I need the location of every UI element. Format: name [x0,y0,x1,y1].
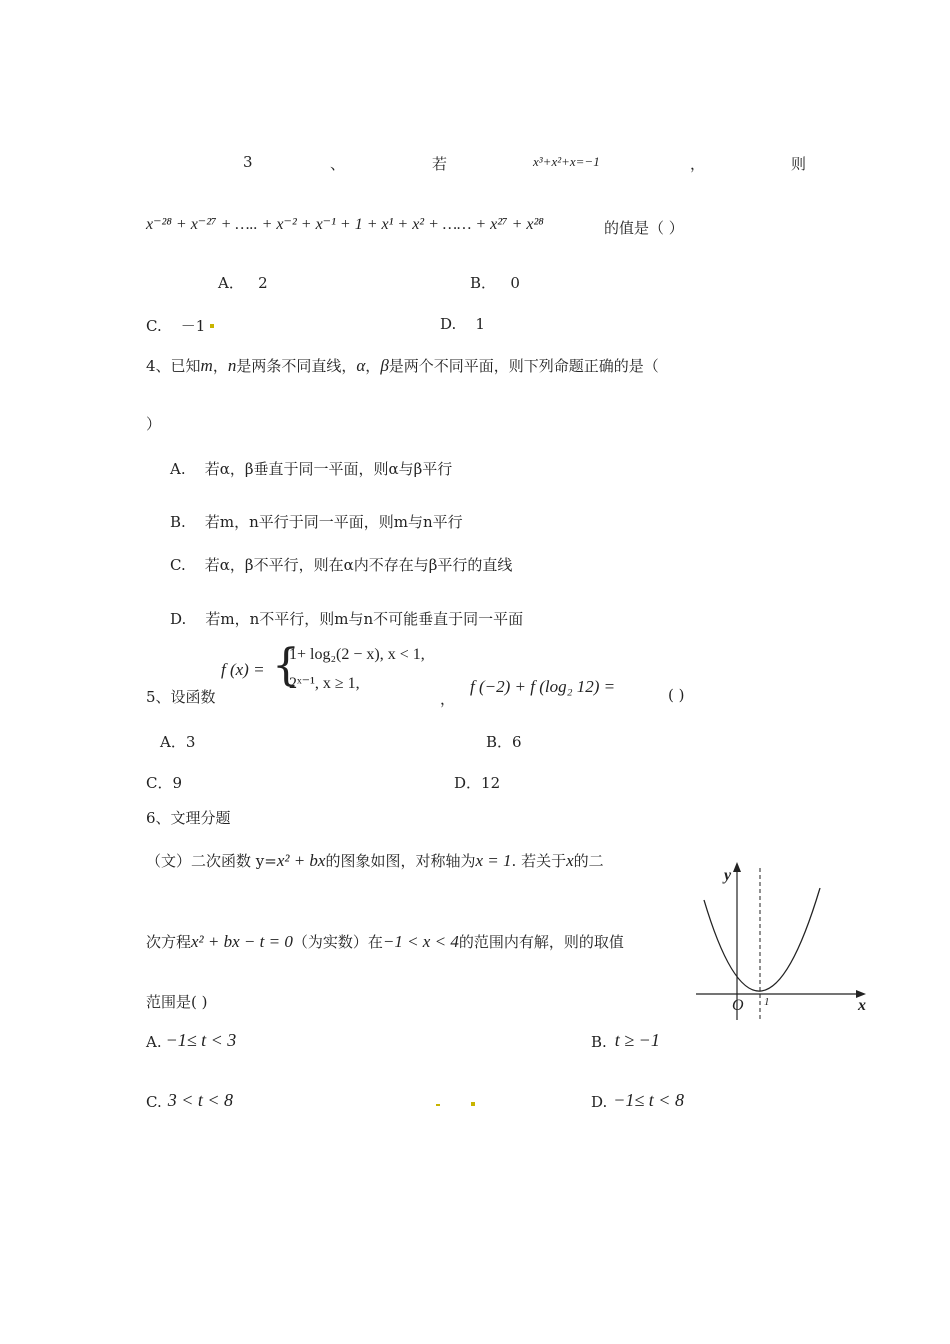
q6-option-b-value: t ≥ −1 [614,1030,660,1050]
q3-tail: 的值是（ ） [604,219,684,237]
q5-stem: 5、设函数 [146,688,216,706]
q6-option-b [591,1027,660,1051]
q4-comma-2: ， [365,357,381,375]
q6-line2-a: 次方程 [146,933,192,951]
artifact-dot [436,1104,440,1106]
q6-option-d-value: −1≤ t < 8 [613,1090,684,1110]
q3-ruo: 若 [432,155,448,173]
q5-option-c-value: 9 [172,774,183,792]
q4-stem-prefix: 4、已知 [146,357,201,375]
q6-option-b-label: B. [591,1033,607,1051]
artifact-dot [471,1102,475,1106]
q4-option-c-text: 若α，β不平行，则在α内不存在与β平行的直线 [204,556,513,574]
q5-query: f (−2) + f (log₂ 12) = [470,677,616,696]
q6-line1-c: 的图象如图，对称轴为 [325,852,476,870]
q4-comma: ， [212,357,228,375]
q4-option-b [170,511,463,532]
q4-alpha: α [356,356,366,375]
q5-option-c-label: C． [146,774,173,792]
q5-fx: f (x) = [221,660,265,679]
q3-condition: x³+x²+x=−1 [533,154,600,169]
q6-line2-c: （为实数）在 [292,933,383,951]
q5-option-c [146,772,182,793]
q4-option-d [170,608,523,629]
q6-line2-b: x² + bx − t = 0 [191,932,293,951]
q5-option-d-label: D． [454,774,482,792]
q5-brace: { [272,640,300,691]
q5-option-b-label: B． [486,733,513,751]
tick-label: 1 [764,996,770,1008]
q5-option-a-value: 3 [185,733,196,751]
q6-option-a-value: −1≤ t < 3 [165,1030,237,1050]
x-axis-label: x [858,997,866,1014]
origin-label: O [732,997,744,1014]
q6-option-a [146,1027,236,1051]
q4-stem-tail: 是两个不同平面，则下列命题正确的是（ [388,357,659,375]
q3-option-a-label: A． [218,274,244,292]
q4-m: m [200,356,213,375]
q6-option-c-label: C. [146,1093,162,1111]
q5-case-1: 1+ log₂(2 − x), x < 1, [289,646,425,663]
q5-option-a [160,731,195,752]
q4-option-a [170,458,452,479]
q4-option-d-label: D. [170,610,187,628]
q6-line-3: 范围是( ) [146,993,208,1011]
q6-line-2 [146,931,624,952]
q3-option-c [146,315,205,336]
q6-title: 6、文理分题 [146,809,231,827]
q5-comma: ， [440,690,456,708]
q4-close-paren: ） [146,415,162,433]
q4-option-a-text: 若α，β垂直于同一平面，则α与β平行 [204,460,453,478]
q3-comma: ， [690,155,706,173]
q6-option-d-label: D. [591,1093,608,1111]
q5-case-2: 2ˣ⁻¹, x ≥ 1, [289,675,360,692]
q6-line1-d: x = 1 [475,851,512,870]
parabola-graph [690,860,870,1030]
q3-option-d-label: D. [440,315,457,333]
q5-option-a-label: A． [160,733,186,751]
q6-line1-g: 的二 [573,852,604,870]
q6-line2-e: 的范围内有解，则的取值 [458,933,624,951]
q6-line2-d: −1 < x < 4 [382,932,459,951]
q3-option-d [440,315,485,333]
q6-line1-b: x² + bx [276,851,326,870]
q3-ze: 则 [791,155,807,173]
y-axis-arrow [733,862,741,872]
parabola-curve [704,888,820,991]
q6-option-a-label: A. [146,1033,162,1051]
q3-option-b [470,272,520,293]
q4-option-a-label: A. [170,460,186,478]
q4-n: n [227,356,237,375]
q6-option-c [146,1087,233,1111]
q3-option-c-value: －1 [180,317,206,335]
q4-stem [146,355,659,376]
q6-line1-e: . 若关于 [511,852,567,870]
q4-option-d-text: 若m，n不平行，则m与n不可能垂直于同一平面 [205,610,524,628]
q4-option-c [170,554,512,575]
q3-option-b-label: B． [470,274,497,292]
q6-option-c-value: 3 < t < 8 [167,1090,234,1110]
q5-answer-paren: ( ) [668,686,685,704]
q3-expression: x⁻²⁸ + x⁻²⁷ + ….. + x⁻² + x⁻¹ + 1 + x¹ + x² + …… + x²⁷ + x²⁸ [146,216,544,233]
q3-number: 3 [243,153,253,171]
q4-option-b-text: 若m，n平行于同一平面，则m与n平行 [204,513,463,531]
q6-line-1 [146,850,604,871]
q4-option-c-label: C. [170,556,186,574]
y-axis-label: y [724,867,732,884]
q5-option-d [454,772,500,793]
q5-option-b-value: 6 [512,733,522,751]
q4-option-b-label: B. [170,513,186,531]
q5-option-b [486,731,522,752]
q3-option-a-value: 2 [258,274,268,292]
q3-option-b-value: 0 [510,274,520,292]
q3-option-d-value: 1 [475,315,485,333]
q3-separator: 、 [330,155,346,173]
q6-line1-f: x [566,851,574,870]
q6-line1-a: （文）二次函数 y= [146,852,277,870]
q4-stem-mid: 是两条不同直线， [236,357,357,375]
q5-option-d-value: 12 [481,774,501,792]
artifact-dot [210,324,214,328]
q3-option-a [218,272,268,293]
q6-option-d [591,1087,684,1111]
q3-option-c-label: C. [146,317,162,335]
q4-beta: β [380,356,389,375]
